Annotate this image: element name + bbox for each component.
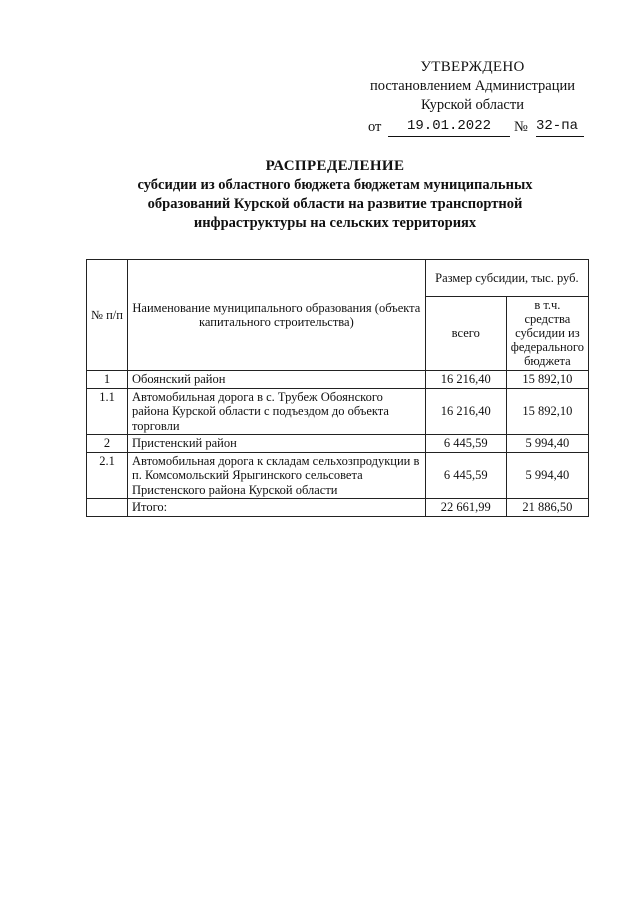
header-name: Наименование муниципального образования (объекта капитального строительства) <box>128 260 426 371</box>
table-row <box>87 452 589 499</box>
row-num: 1.1 <box>87 388 128 435</box>
approval-line-2: Курской области <box>421 97 524 113</box>
date-prefix: от <box>368 119 382 135</box>
row-num: 2.1 <box>87 452 128 499</box>
subsidy-table <box>86 259 589 517</box>
row-name: Автомобильная дорога в с. Трубеж Обоянского района Курской области с подъездом до объекта торговли <box>128 388 426 435</box>
row-federal: 15 892,10 <box>506 371 588 389</box>
row-num: 2 <box>87 435 128 453</box>
row-total: 16 216,40 <box>425 388 506 435</box>
approval-date: 19.01.2022 <box>388 117 510 137</box>
total-label: Итого: <box>128 499 426 517</box>
row-federal: 5 994,40 <box>506 435 588 453</box>
title-line-2: субсидии из областного бюджета бюджетам муниципальных <box>137 177 533 193</box>
approval-heading: УТВЕРЖДЕНО <box>420 59 525 75</box>
row-federal: 15 892,10 <box>506 388 588 435</box>
approval-line-1: постановлением Администрации <box>369 78 576 94</box>
row-total: 6 445,59 <box>425 452 506 499</box>
total-num <box>87 499 128 517</box>
table-row <box>87 371 589 389</box>
table-row <box>87 435 589 453</box>
header-num: № п/п <box>87 260 128 371</box>
row-total: 6 445,59 <box>425 435 506 453</box>
row-federal: 5 994,40 <box>506 452 588 499</box>
row-name: Пристенский район <box>128 435 426 453</box>
table-total-row <box>87 499 589 517</box>
number-prefix: № <box>514 119 528 135</box>
header-subsidy: Размер субсидии, тыс. руб. <box>425 260 588 297</box>
row-total: 16 216,40 <box>425 371 506 389</box>
title-line-4: инфраструктуры на сельских территориях <box>193 215 477 231</box>
document-title <box>95 157 575 233</box>
approval-date-line <box>350 116 595 138</box>
table-header-row-1 <box>87 260 589 297</box>
total-federal: 21 886,50 <box>506 499 588 517</box>
header-federal: в т.ч. средства субсидии из федерального бюджета <box>506 296 588 370</box>
title-line-1: РАСПРЕДЕЛЕНИЕ <box>265 158 405 174</box>
table-row <box>87 388 589 435</box>
row-num: 1 <box>87 371 128 389</box>
title-line-3: образований Курской области на развитие транспортной <box>147 196 523 212</box>
approval-number: 32-па <box>536 117 584 137</box>
row-name: Автомобильная дорога к складам сельхозпродукции в п. Комсомольский Ярыгинского сельсовета Пристенского района Курской области <box>128 452 426 499</box>
approval-block <box>350 58 595 138</box>
header-total: всего <box>425 296 506 370</box>
row-name: Обоянский район <box>128 371 426 389</box>
total-sum: 22 661,99 <box>425 499 506 517</box>
